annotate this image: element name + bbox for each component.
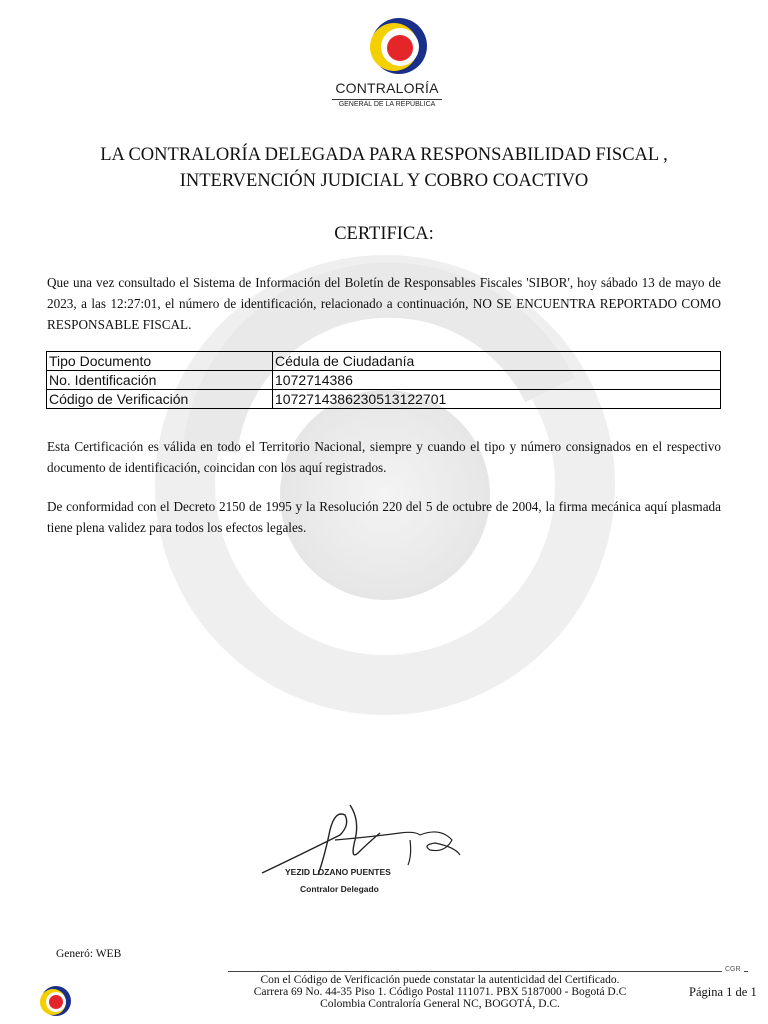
footer-line-2: Carrera 69 No. 44-35 Piso 1. Código Postal 111071. PBX 5187000 - Bogotá D.C [253, 986, 627, 998]
validity-paragraph: Esta Certificación es válida en todo el Territorio Nacional, siempre y cuando el tipo y número consignados en el respectivo documento de identificación, coincidan con los aquí registrados. [47, 439, 721, 475]
table-value: 1072714386230513122701 [273, 390, 721, 409]
table-value: 1072714386 [273, 371, 721, 390]
table-row [47, 352, 721, 371]
generated-by: Generó: WEB [56, 948, 122, 960]
footer-text [210, 974, 670, 1010]
logo-subtitle: GENERAL DE LA REPÚBLICA [332, 99, 442, 108]
footer-logo-icon [38, 984, 72, 1018]
heading-line-1: LA CONTRALORÍA DELEGADA PARA RESPONSABILIDAD FISCAL , [100, 145, 668, 165]
signer-role: Contralor Delegado [300, 884, 379, 894]
table-value: Cédula de Ciudadanía [273, 352, 721, 371]
table-label: Tipo Documento [47, 352, 273, 371]
certification-paragraph: Que una vez consultado el Sistema de Información del Boletín de Responsables Fiscales 'SIBOR', hoy sábado 13 de mayo de 2023, a las 12:27:01, el número de identificación, relacionado a continuación, NO SE ENCUENTRA REPORTADO COMO RESPONSABLE FISCAL. [47, 275, 721, 332]
cgr-mark: CGR [722, 966, 744, 973]
footer-line-3: Colombia Contraloría General NC, BOGOTÁ, D.C. [320, 998, 560, 1010]
logo-name: CONTRALORÍA [335, 80, 439, 96]
table-label: No. Identificación [47, 371, 273, 390]
document-heading [0, 142, 768, 194]
page-number: Página 1 de 1 [689, 985, 757, 999]
table-row [47, 371, 721, 390]
identification-table [46, 351, 721, 409]
legal-paragraph: De conformidad con el Decreto 2150 de 1995 y la Resolución 220 del 5 de octubre de 2004, la firma mecánica aquí plasmada tiene plena validez para todos los efectos legales. [47, 499, 721, 535]
table-row [47, 390, 721, 409]
footer-line-1: Con el Código de Verificación puede constatar la autenticidad del Certificado. [260, 974, 620, 986]
footer-divider [228, 971, 748, 972]
logo-emblem-icon [332, 18, 442, 80]
contraloria-logo [332, 18, 442, 118]
table-label: Código de Verificación [47, 390, 273, 409]
heading-line-2: INTERVENCIÓN JUDICIAL Y COBRO COACTIVO [179, 171, 589, 191]
signer-name: YEZID LOZANO PUENTES [285, 867, 391, 877]
certifica-title: CERTIFICA: [334, 224, 434, 244]
